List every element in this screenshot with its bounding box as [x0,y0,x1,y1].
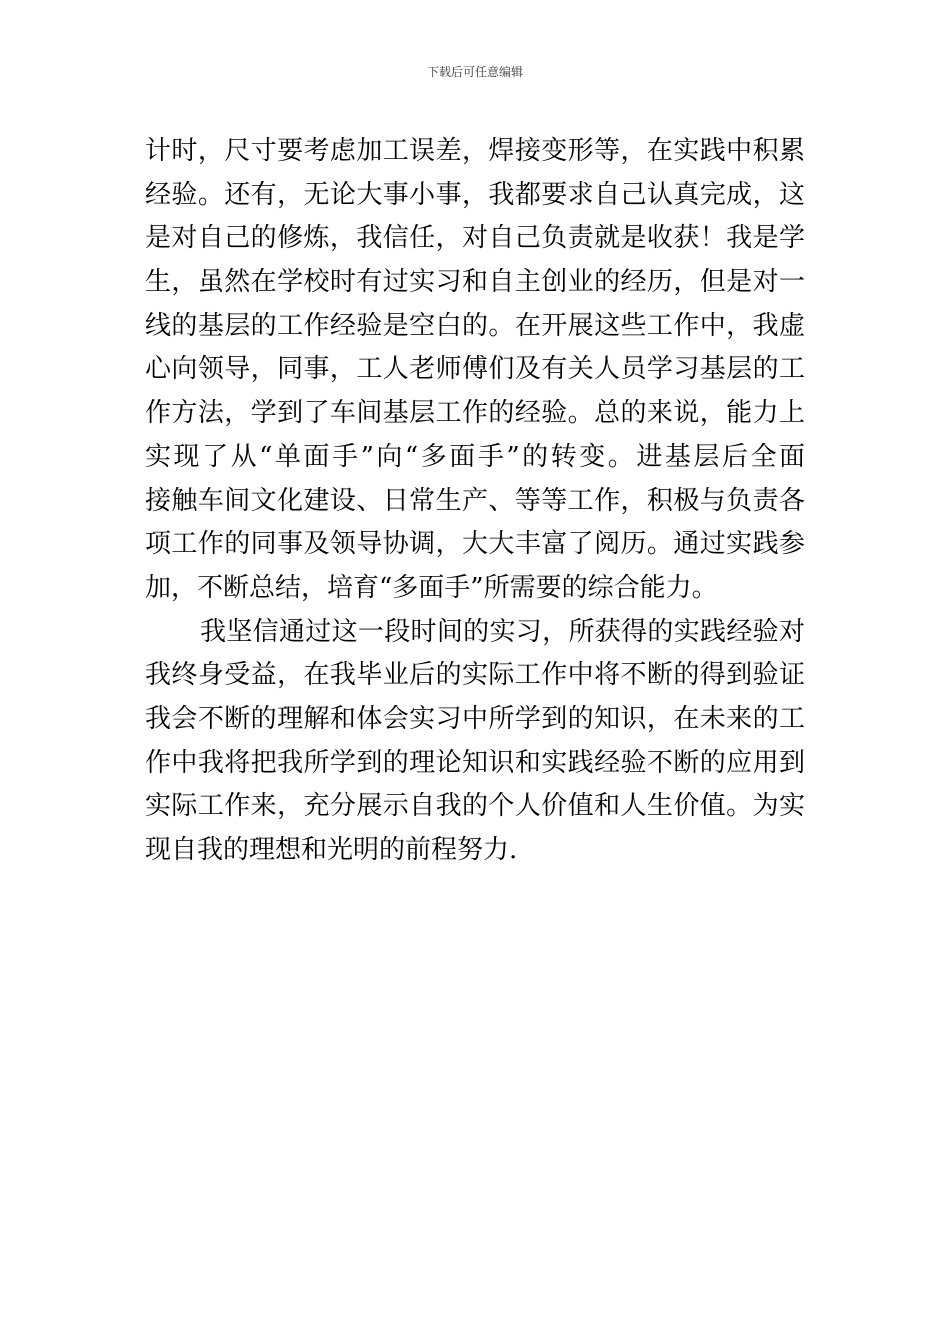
text-line: 项工作的同事及领导协调，大大丰富了阅历。通过实践参 [145,529,805,560]
page-header: 下载后可任意编辑 [426,65,523,79]
document-body [145,130,805,873]
text-line: 实际工作来，充分展示自我的个人价值和人生价值。为实 [145,791,805,822]
text-line: 心向领导，同事，工人老师傅们及有关人员学习基层的工 [145,354,805,385]
text-line: 接触车间文化建设、日常生产、等等工作，积极与负责各 [145,485,805,516]
text-line: 我会不断的理解和体会实习中所学到的知识，在未来的工 [145,703,805,734]
text-line: 是对自己的修炼，我信任，对自己负责就是收获！我是学 [145,223,805,254]
text-line: 生，虽然在学校时有过实习和自主创业的经历，但是对一 [145,267,805,298]
text-line: 我终身受益，在我毕业后的实际工作中将不断的得到验证 [145,660,805,691]
text-line: 现自我的理想和光明的前程努力. [145,835,518,865]
text-line: 线的基层的工作经验是空白的。在开展这些工作中，我虚 [145,310,805,341]
text-line: 计时，尺寸要考虑加工误差，焊接变形等，在实践中积累 [145,136,805,166]
paragraph-2 [145,611,805,873]
text-line: 实现了从“单面手”向“多面手”的转变。进基层后全面 [145,441,805,472]
text-line: 作方法，学到了车间基层工作的经验。总的来说，能力上 [145,398,805,429]
text-line: 加，不断总结，培育“多面手”所需要的综合能力。 [145,572,718,603]
paragraph-1 [145,130,805,611]
text-line: 作中我将把我所学到的理论知识和实践经验不断的应用到 [145,747,805,778]
text-line: 经验。还有，无论大事小事，我都要求自己认真完成，这 [145,179,805,210]
text-line: 我坚信通过这一段时间的实习，所获得的实践经验对 [200,616,805,647]
